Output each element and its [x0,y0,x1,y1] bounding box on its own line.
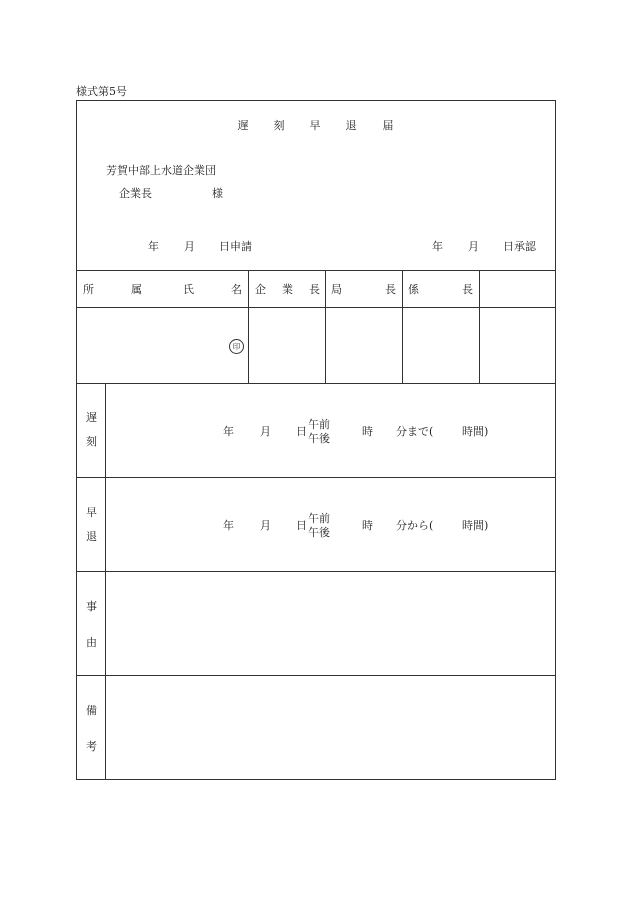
early-label-char: 退 [86,530,97,543]
application-year-label: 年 [148,240,159,253]
title-char: 早 [309,119,321,132]
header-char: 長 [385,283,396,296]
early-label-char: 早 [86,506,97,519]
reason-label-char: 事 [86,600,97,613]
reason-label-char: 由 [86,636,97,649]
reason-field[interactable] [112,580,548,668]
late-am-label: 午前 [308,418,330,431]
late-until-label: 分まで( [396,425,434,438]
approval-month-label: 月 [468,240,479,253]
remarks-field[interactable] [112,684,548,772]
early-month-label: 月 [260,519,271,532]
frame-right [555,100,556,780]
early-from-label: 分から( [396,519,434,532]
application-day-label: 日申請 [219,240,252,253]
applicant-name-field[interactable] [77,308,247,382]
late-hour-label: 時 [362,425,373,438]
title-char: 遅 [237,119,249,132]
header-char: 企 [255,283,266,296]
divider-late [76,477,556,478]
frame-left [76,100,77,780]
addressee-honorific: 様 [212,187,223,200]
late-label-char: 刻 [86,435,97,448]
form-number: 様式第5号 [76,85,127,98]
remarks-label-char: 備 [86,704,97,717]
bureau-chief-stamp-box[interactable] [326,308,401,382]
early-hours-label: 時間) [462,519,489,532]
approval-year-label: 年 [432,240,443,253]
early-hour-label: 時 [362,519,373,532]
title-char: 届 [382,119,394,132]
seal-mark-icon: 印 [229,339,244,354]
header-char: 長 [309,283,320,296]
early-am-label: 午前 [308,512,330,525]
section-chief-stamp-box[interactable] [403,308,478,382]
header-char: 名 [231,283,242,296]
header-char: 業 [282,283,293,296]
approval-day-label: 日承認 [503,240,536,253]
divider-header [76,270,556,271]
application-month-label: 月 [184,240,195,253]
header-char: 属 [131,283,142,296]
early-year-label: 年 [223,519,234,532]
divider-approval-body [76,383,556,384]
late-month-label: 月 [260,425,271,438]
director-stamp-box[interactable] [249,308,324,382]
remarks-label-char: 考 [86,740,97,753]
late-label-char: 遅 [86,411,97,424]
title-char: 刻 [273,119,285,132]
frame-top [76,100,556,101]
header-char: 長 [462,283,473,296]
late-pm-label: 午後 [308,432,330,445]
addressee-position: 企業長 [119,187,152,200]
early-pm-label: 午後 [308,526,330,539]
extra-stamp-box[interactable] [480,308,555,382]
title-char: 退 [345,119,357,132]
late-day-label: 日 [296,425,307,438]
frame-bottom [76,779,556,780]
header-char: 係 [408,283,419,296]
header-char: 所 [83,283,94,296]
label-column-divider [105,383,106,780]
late-hours-label: 時間) [462,425,489,438]
addressee-org: 芳賀中部上水道企業団 [106,164,216,177]
header-char: 氏 [183,283,194,296]
early-day-label: 日 [296,519,307,532]
late-year-label: 年 [223,425,234,438]
header-char: 局 [331,283,342,296]
divider-early [76,571,556,572]
divider-reason [76,675,556,676]
